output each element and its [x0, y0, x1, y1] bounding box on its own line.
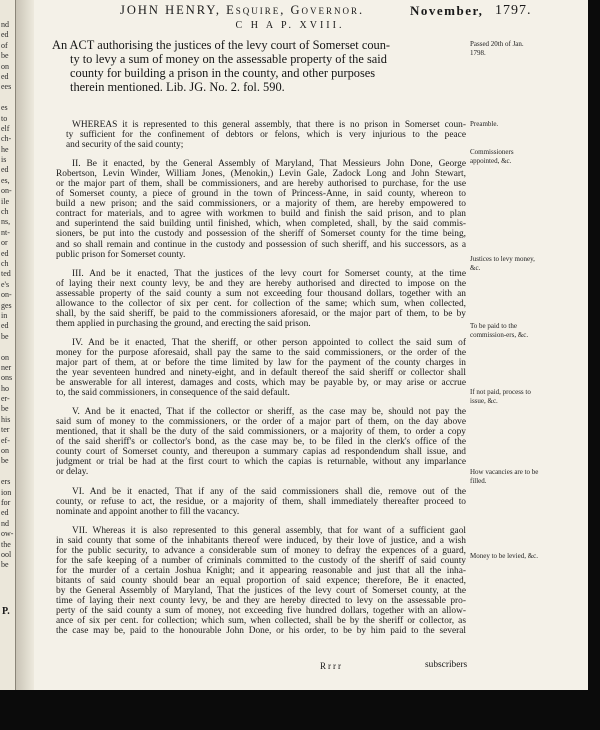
- text-line: public prison for Somerset county.: [56, 249, 186, 260]
- margin-note-preamble: Preamble.: [470, 120, 499, 128]
- previous-page-fragment: er-: [1, 394, 10, 404]
- previous-page-fragment: on: [1, 352, 9, 362]
- text-line: contract for materials, and to agree with workmen to build and finish the said prison, and to plan: [56, 209, 466, 220]
- previous-page-fragment: to: [1, 113, 8, 123]
- running-head: [100, 3, 530, 17]
- running-head-title: JOHN HENRY, Esquire, Governor.: [120, 3, 365, 17]
- text-line: major part of them, at or before the time limited by law for the payment of the county charges in: [56, 357, 466, 368]
- previous-page-fragment: be: [1, 560, 9, 570]
- text-line: II. Be it enacted, by the General Assembly of Maryland, That Messieurs John Done, George: [72, 159, 466, 170]
- previous-page-fragment: ion: [1, 487, 12, 497]
- previous-page-fragment: nt-: [1, 227, 10, 237]
- previous-page-fragment: ch-: [1, 134, 12, 144]
- running-head-month: November,: [410, 3, 484, 18]
- previous-page-fragment: his: [1, 414, 11, 424]
- previous-page-fragment: be: [1, 331, 9, 341]
- previous-page-fragment: the: [1, 539, 11, 549]
- text-line: said sum of money to the commissioners, or the order of a major part of them, on the day above: [56, 417, 466, 428]
- previous-page-fragment: ed: [1, 508, 9, 518]
- previous-page-fragment: ch: [1, 258, 9, 268]
- text-line: bitants of said county should bear an equal proportion of said expence; therefore, Be it enacted,: [56, 575, 466, 586]
- margin-note-levy: Justices to levy money, &c.: [470, 255, 535, 272]
- section-paragraph: [56, 487, 466, 517]
- previous-page-fragment: [1, 571, 13, 581]
- previous-page-fragment: in: [1, 310, 8, 320]
- text-line: the case may be, paid to the honourable John Done, or his order, to be by him paid to the several: [56, 626, 466, 637]
- margin-note-vacancies: How vacancies are to be filled.: [470, 468, 539, 485]
- previous-page-fragment: ner: [1, 362, 12, 372]
- margin-note-not-paid: If not paid, process to issue, &c.: [470, 388, 531, 405]
- text-line: and so shall remain and continue in the custody and possession of such sheriff, and his successors, as a: [56, 239, 466, 250]
- text-line: time of laying their next county levy, be and they are hereby directed to levy on the assessable pro-: [56, 595, 466, 606]
- previous-page-fragment: nd: [1, 518, 9, 528]
- text-line: county, or refuse to act, the residue, or a majority of them, shall immediately thereafter proceed to: [56, 496, 466, 507]
- previous-page-fragment: [1, 467, 13, 477]
- text-line: of laying their next county levy, be and they are hereby authorised and directed to impose on the: [56, 278, 466, 289]
- text-line: for the safe keeping of a number of criminals committed to the custody of the sheriff of said county: [56, 555, 466, 566]
- running-head-year: 1797.: [495, 3, 532, 18]
- previous-page-fragments: [1, 20, 13, 581]
- text-line: the year seventeen hundred and ninety-eight, and in default thereof the said sheriff or collector shall: [56, 368, 466, 379]
- previous-page-fragment: of: [1, 40, 8, 50]
- previous-page-fragment: ter: [1, 425, 10, 435]
- text-line: assessable property of the said county a sum not exceeding four thousand dollars, together with an: [56, 288, 466, 299]
- text-line: nominate and appoint another to fill the vacancy.: [56, 506, 240, 517]
- margin-note-passed: Passed 20th of Jan. 1798.: [470, 40, 524, 57]
- text-line: mentioned, that it shall be the duty of the said commissioners, or a majority of them, to order a copy: [56, 427, 466, 438]
- text-line: or delay.: [56, 467, 89, 478]
- previous-page-fragment: es,: [1, 175, 10, 185]
- previous-page-fragment: ed: [1, 248, 9, 258]
- previous-page-fragment: ed: [1, 321, 9, 331]
- text-line: of the said sheriff's or collector's bond, as the case may be, to be filed in the clerk's office of the: [56, 437, 466, 448]
- previous-page-fragment: e's: [1, 279, 10, 289]
- text-line: and security of the said county;: [66, 140, 184, 151]
- previous-page-fragment: ges: [1, 300, 12, 310]
- previous-page-fragment: or: [1, 238, 8, 248]
- text-line: in said county that some of the inhabitants thereof were induced, by their love of justice, and a wish: [56, 535, 466, 546]
- previous-page-fragment: ees: [1, 82, 12, 92]
- previous-page-fragment: [1, 342, 13, 352]
- text-line: for the public security, to advance a considerable sum of money to defray the expences of a guard,: [56, 545, 466, 556]
- previous-page-fragment: ons: [1, 373, 13, 383]
- text-line: to, the said commissioners, in consequence of the said default.: [56, 388, 290, 399]
- previous-page-bottom: P.: [2, 606, 10, 617]
- act-body: [56, 120, 466, 645]
- text-line: ty sufficient for the confinement of debtors or felons, which is very injurious to the peace: [66, 130, 466, 141]
- previous-page-fragment: ool: [1, 549, 12, 559]
- previous-page-fragment: ho: [1, 383, 9, 393]
- previous-page-fragment: ed: [1, 71, 9, 81]
- text-line: Robertson, Levin Winder, William Jones, (Menokin,) Levin Gale, Zadock Long and John Stewart,: [56, 169, 466, 180]
- text-line: judgment or trial be had at the first court to which the capias is returnable, without any imparlance: [56, 457, 466, 468]
- section-paragraph: [56, 269, 466, 329]
- margin-note-money-levied: Money to be levied, &c.: [470, 552, 539, 560]
- text-line: by the General Assembly of Maryland, That the justices of the levy court of Somerset county, at the: [56, 585, 466, 596]
- text-line: county court of Somerset county, and thereupon a summary capias ad respondendum shall issue, and: [56, 447, 466, 458]
- previous-page-fragment: elf: [1, 123, 10, 133]
- section-paragraph: [56, 407, 466, 477]
- margin-note-commissioners: Commissioners appointed, &c.: [470, 148, 514, 165]
- previous-page-fragment: ns,: [1, 217, 11, 227]
- previous-page-fragment: ef-: [1, 435, 10, 445]
- section-paragraph: [56, 159, 466, 259]
- act-title-line: ty to levy a sum of money on the assessable property of the said: [70, 52, 387, 66]
- text-line: money for the purpose aforesaid, shall pay the same to the said commissioners, or the order of the: [56, 347, 466, 358]
- text-line: VI. And be it enacted, That if any of the said commissioners shall die, remove out of the: [72, 486, 466, 497]
- text-line: shall, by the said sheriff, be paid to the commissioners aforesaid, or the major part of them, to be by: [56, 308, 466, 319]
- previous-page-fragment: on: [1, 446, 9, 456]
- act-title-line: therein mentioned. Lib. JG. No. 2. fol. 590.: [70, 80, 285, 94]
- chapter-heading: C H A P. XVIII.: [235, 20, 345, 31]
- text-line: be answerable for all interest, damages and costs, which may be payable by, or may arise or accrue: [56, 378, 466, 389]
- section-paragraph: [56, 338, 466, 398]
- signature-mark: Rrrr: [320, 661, 343, 671]
- previous-page-fragment: es: [1, 103, 8, 113]
- text-line: III. And be it enacted, That the justices of the levy court for Somerset county, at the time: [72, 268, 466, 279]
- previous-page-fragment: on-: [1, 186, 12, 196]
- act-title-line: An ACT authorising the justices of the levy court of Somerset coun-: [52, 38, 391, 52]
- text-line: WHEREAS it is represented to this general assembly, that there is no prison in Somerset coun-: [72, 120, 466, 130]
- previous-page-margin: [0, 0, 16, 690]
- previous-page-fragment: for: [1, 497, 11, 507]
- text-line: VII. Whereas it is also represented to this general assembly, that for want of a sufficient gaol: [72, 525, 466, 536]
- text-line: ance of six per cent. for collection; which sum, when collected, shall be by the sheriff or collector, as: [56, 616, 466, 627]
- previous-page-fragment: is: [1, 155, 7, 165]
- previous-page-fragment: nd: [1, 20, 9, 29]
- previous-page-fragment: ile: [1, 196, 9, 206]
- text-line: and superintend the said building until finished, which, when completed, shall, by the said commis-: [56, 219, 466, 230]
- text-line: build a new prison; and the said commissioners, or a majority of them, are hereby empowered to: [56, 199, 466, 210]
- previous-page-fragment: be: [1, 404, 9, 414]
- previous-page-fragment: ers: [1, 477, 11, 487]
- text-line: them applied in purchasing the ground, and erecting the said prison.: [56, 318, 311, 329]
- text-line: perty of the said county a sum of money, not exceeding five hundred dollars, together with an allow-: [56, 606, 466, 617]
- text-line: or the major part of them, shall be commissioners, and are hereby authorised to purchase, for the use: [56, 179, 466, 190]
- margin-note-paid: To be paid to the commission-ers, &c.: [470, 322, 529, 339]
- previous-page-fragment: on: [1, 61, 9, 71]
- previous-page-fragment: be: [1, 456, 9, 466]
- section-paragraph: [56, 120, 466, 150]
- act-title: [52, 38, 472, 94]
- text-line: IV. And be it enacted, That the sheriff, or other person appointed to collect the said sum of: [72, 337, 466, 348]
- text-line: V. And be it enacted, That if the collector or sheriff, as the case may be, should not pay the: [72, 407, 466, 418]
- act-title-line: county for building a prison in the county, and other purposes: [70, 66, 376, 80]
- text-line: allowance to the collector of six per cent. for collection of the same; which sum, when collected,: [56, 298, 466, 309]
- previous-page-fragment: he: [1, 144, 9, 154]
- previous-page-fragment: [1, 93, 13, 103]
- previous-page-fragment: ed: [1, 165, 9, 175]
- catchword: subscribers: [425, 660, 468, 670]
- previous-page-fragment: ed: [1, 30, 9, 40]
- previous-page-fragment: ch: [1, 207, 9, 217]
- text-line: sioners, be put into the custody and possession of the sheriff of Somerset county for the time being,: [56, 229, 466, 240]
- previous-page-fragment: on-: [1, 290, 12, 300]
- book-gutter: [16, 0, 34, 690]
- previous-page-fragment: be: [1, 51, 9, 61]
- section-paragraph: [56, 526, 466, 637]
- text-line: for the murder of a certain Joshua Knight; and it appearing reasonable and just that all the inha-: [56, 565, 466, 576]
- previous-page-fragment: ow-: [1, 529, 14, 539]
- text-line: of Somerset county, a piece of ground in the town of Princess-Anne, in said county, whereon to: [56, 189, 466, 200]
- previous-page-fragment: ted: [1, 269, 11, 279]
